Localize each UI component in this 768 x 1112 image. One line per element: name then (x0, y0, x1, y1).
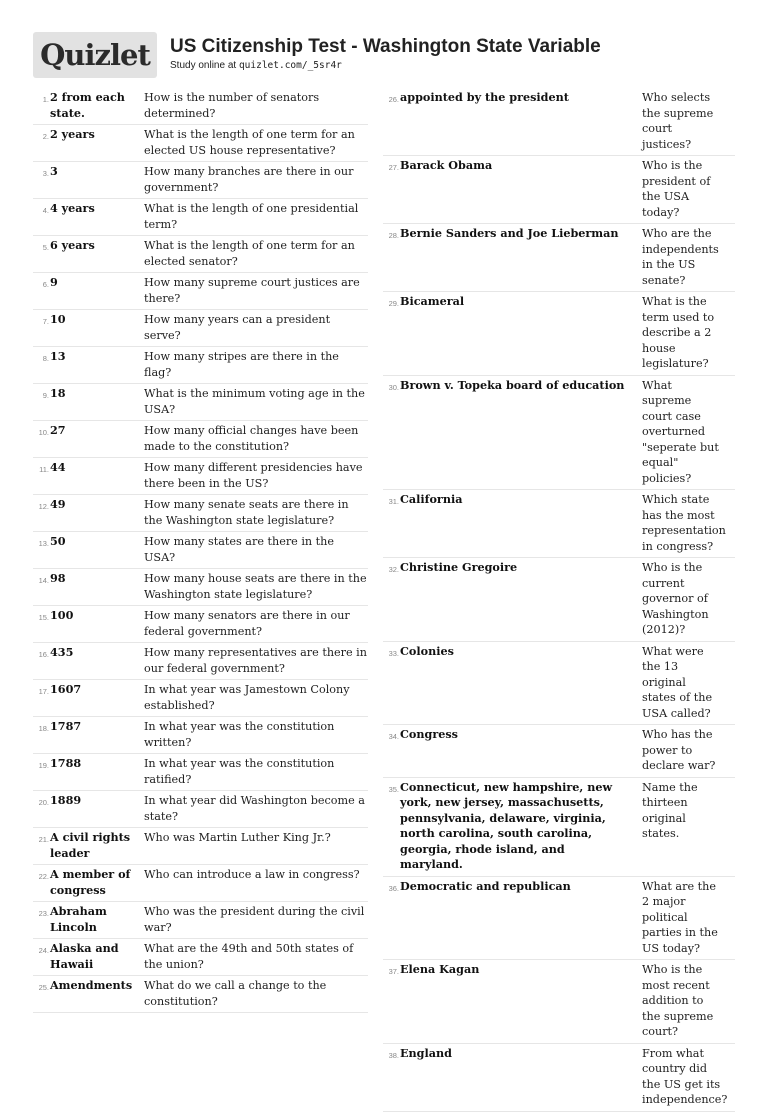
card-number: 2. (42, 132, 49, 141)
card-number: 17. (38, 687, 49, 696)
card-term: appointed by the president (400, 90, 569, 104)
card-definition: What is the length of one presidential term? (144, 202, 359, 231)
flashcard-row (33, 384, 368, 421)
card-definition: In what year did Washington become a state? (144, 794, 365, 823)
card-definition: Who is the current governor of Washington (2012)? (642, 561, 709, 636)
card-term: 13 (50, 349, 66, 363)
card-term: A member of congress (50, 867, 131, 897)
flashcard-row (33, 236, 368, 273)
card-definition: How many house seats are there in the Washington state legislature? (144, 572, 367, 601)
flashcard-row (33, 458, 368, 495)
card-definition: How many supreme court justices are there? (144, 276, 360, 305)
card-number: 31. (388, 497, 399, 506)
subtitle-prefix: Study online at (170, 60, 239, 71)
card-term: 50 (50, 534, 66, 548)
card-term: 27 (50, 423, 66, 437)
card-definition: How is the number of senators determined? (144, 91, 320, 120)
card-number: 8. (42, 354, 49, 363)
card-term: Barack Obama (400, 158, 493, 172)
card-term: 4 years (50, 201, 95, 215)
flashcard-row (383, 725, 735, 778)
card-term: 9 (50, 275, 58, 289)
card-definition: Who can introduce a law in congress? (144, 868, 360, 881)
flashcard-row (33, 310, 368, 347)
flashcard-row (33, 421, 368, 458)
flashcard-row (33, 717, 368, 754)
card-number: 36. (388, 883, 399, 893)
card-number: 19. (38, 761, 49, 770)
card-number: 35. (388, 784, 399, 794)
flashcard-row (383, 490, 735, 558)
flashcard-row (33, 125, 368, 162)
page-header (33, 32, 733, 78)
card-term: 2 from each state. (50, 90, 125, 120)
flashcard-row (33, 902, 368, 939)
card-number: 26. (388, 95, 399, 104)
card-number: 32. (388, 565, 399, 574)
card-definition: In what year was Jamestown Colony established? (144, 683, 350, 712)
page-title: US Citizenship Test - Washington State Variable (170, 36, 601, 57)
card-definition: Name the thirteen original states. (642, 780, 698, 840)
card-term: 2 years (50, 127, 95, 141)
card-definition: How many years can a president serve? (144, 313, 331, 342)
flashcard-row (33, 88, 368, 125)
flashcard-row (383, 877, 735, 961)
card-term: 44 (50, 460, 66, 474)
flashcard-row (33, 532, 368, 569)
flashcard-row (33, 273, 368, 310)
card-term: Bernie Sanders and Joe Lieberman (400, 226, 619, 240)
flashcard-row (33, 162, 368, 199)
card-term: 10 (50, 312, 66, 326)
card-number: 1. (42, 95, 49, 104)
card-definition: What is the length of one term for an elected US house representative? (144, 128, 355, 157)
page-subtitle (170, 60, 342, 71)
right-column (383, 88, 735, 1112)
card-number: 25. (38, 983, 49, 992)
card-term: Congress (400, 727, 458, 741)
card-term: 49 (50, 497, 66, 511)
card-number: 14. (38, 576, 49, 585)
card-term: 1787 (50, 719, 82, 733)
card-number: 15. (38, 613, 49, 622)
card-term: Christine Gregoire (400, 560, 518, 574)
card-definition: Who is the president of the USA today? (642, 159, 711, 219)
card-definition: Who is the most recent addition to the supreme court? (642, 963, 714, 1038)
study-online-link[interactable]: quizlet.com/_5sr4r (238, 60, 342, 71)
flashcard-row (33, 865, 368, 902)
card-term: 1607 (50, 682, 82, 696)
card-definition: How many official changes have been made to the constitution? (144, 424, 359, 453)
flashcard-row (33, 347, 368, 384)
card-term: Bicameral (400, 294, 465, 308)
card-number: 21. (38, 835, 49, 844)
card-term: 18 (50, 386, 66, 400)
card-definition: How many states are there in the USA? (144, 535, 335, 564)
card-definition: In what year was the constitution written? (144, 720, 335, 749)
card-term: A civil rights leader (50, 830, 131, 860)
left-column (33, 88, 368, 1013)
card-term: 1889 (50, 793, 82, 807)
card-definition: What is the length of one term for an elected senator? (144, 239, 355, 268)
flashcard-row (383, 156, 735, 224)
card-definition: In what year was the constitution ratified? (144, 757, 335, 786)
card-definition: Who are the independents in the US senate? (642, 227, 719, 287)
card-definition: How many branches are there in our government? (144, 165, 354, 194)
card-definition: What are the 2 major political parties in the US today? (642, 879, 718, 955)
flashcard-row (383, 778, 735, 877)
card-term: California (400, 492, 463, 506)
card-term: 98 (50, 571, 66, 585)
card-number: 24. (38, 946, 49, 955)
card-definition: Who was Martin Luther King Jr.? (144, 831, 331, 844)
card-definition: Which state has the most representation in congress? (642, 493, 726, 553)
flashcard-row (383, 376, 735, 491)
card-number: 18. (38, 724, 49, 733)
card-definition: How many representatives are there in our federal government? (144, 646, 367, 675)
flashcard-row (33, 680, 368, 717)
flashcard-row (383, 224, 735, 292)
card-term: Elena Kagan (400, 962, 480, 976)
card-number: 5. (42, 243, 49, 252)
card-number: 12. (38, 502, 49, 511)
card-definition: What are the 49th and 50th states of the union? (144, 942, 354, 971)
card-number: 11. (39, 465, 49, 474)
card-definition: From what country did the US get its independence? (642, 1046, 728, 1106)
flashcard-row (383, 642, 735, 726)
card-number: 20. (38, 798, 49, 807)
card-number: 37. (388, 967, 399, 976)
card-definition: Who was the president during the civil war? (144, 905, 365, 934)
card-term: Abraham Lincoln (50, 904, 107, 934)
flashcard-row (33, 569, 368, 606)
card-term: 3 (50, 164, 58, 178)
card-definition: What is the minimum voting age in the USA? (144, 387, 365, 416)
flashcard-row (383, 88, 735, 156)
card-definition: What were the 13 original states of the USA called? (642, 644, 713, 720)
card-term: 435 (50, 645, 74, 659)
flashcard-row (383, 960, 735, 1044)
card-number: 16. (38, 650, 49, 659)
card-definition: Who has the power to declare war? (642, 728, 716, 772)
card-term: 1788 (50, 756, 82, 770)
flashcard-row (383, 558, 735, 642)
card-term: Democratic and republican (400, 878, 571, 893)
flashcard-row (383, 292, 735, 376)
card-definition: What supreme court case overturned "seperate but equal" policies? (642, 378, 719, 485)
flashcard-row (33, 828, 368, 865)
flashcard-row (33, 495, 368, 532)
card-number: 30. (388, 382, 399, 392)
card-definition: What is the term used to describe a 2 house legislature? (642, 295, 715, 370)
card-term: Connecticut, new hampshire, new york, new jersey, massachusetts, pennsylvania, delaware, virginia, north carolina, south carolina, georgia, rhode island, and maryland. (400, 779, 613, 871)
flashcard-row (33, 791, 368, 828)
card-number: 33. (388, 648, 399, 658)
card-term: England (400, 1045, 452, 1060)
card-term: Brown v. Topeka board of education (400, 377, 625, 392)
card-number: 28. (388, 231, 399, 240)
card-number: 9. (42, 391, 49, 400)
card-definition: How many stripes are there in the flag? (144, 350, 339, 379)
card-number: 6. (42, 280, 49, 289)
card-number: 7. (42, 317, 49, 326)
card-definition: What do we call a change to the constitution? (144, 979, 327, 1008)
card-number: 27. (388, 163, 399, 172)
card-number: 10. (38, 428, 49, 437)
card-term: Alaska and Hawaii (50, 941, 119, 971)
card-term: 100 (50, 608, 74, 622)
card-definition: How many senate seats are there in the Washington state legislature? (144, 498, 349, 527)
flashcard-row (33, 643, 368, 680)
card-definition: How many different presidencies have there been in the US? (144, 461, 363, 490)
card-term: Colonies (400, 643, 454, 658)
card-definition: How many senators are there in our federal government? (144, 609, 350, 638)
card-number: 34. (388, 732, 399, 741)
flashcard-row (33, 976, 368, 1013)
card-number: 23. (38, 909, 49, 918)
quizlet-logo[interactable]: Quizlet (33, 32, 157, 78)
card-number: 4. (42, 206, 49, 215)
card-number: 29. (388, 299, 399, 308)
flashcard-row (33, 606, 368, 643)
card-definition: Who selects the supreme court justices? (642, 91, 714, 151)
card-number: 22. (38, 872, 49, 881)
flashcard-row (383, 1044, 735, 1112)
card-term: 6 years (50, 238, 95, 252)
flashcard-row (33, 754, 368, 791)
card-term: Amendments (50, 978, 133, 992)
card-number: 3. (42, 169, 49, 178)
flashcard-row (33, 199, 368, 236)
card-number: 38. (388, 1050, 399, 1060)
flashcard-row (33, 939, 368, 976)
card-number: 13. (38, 539, 49, 548)
